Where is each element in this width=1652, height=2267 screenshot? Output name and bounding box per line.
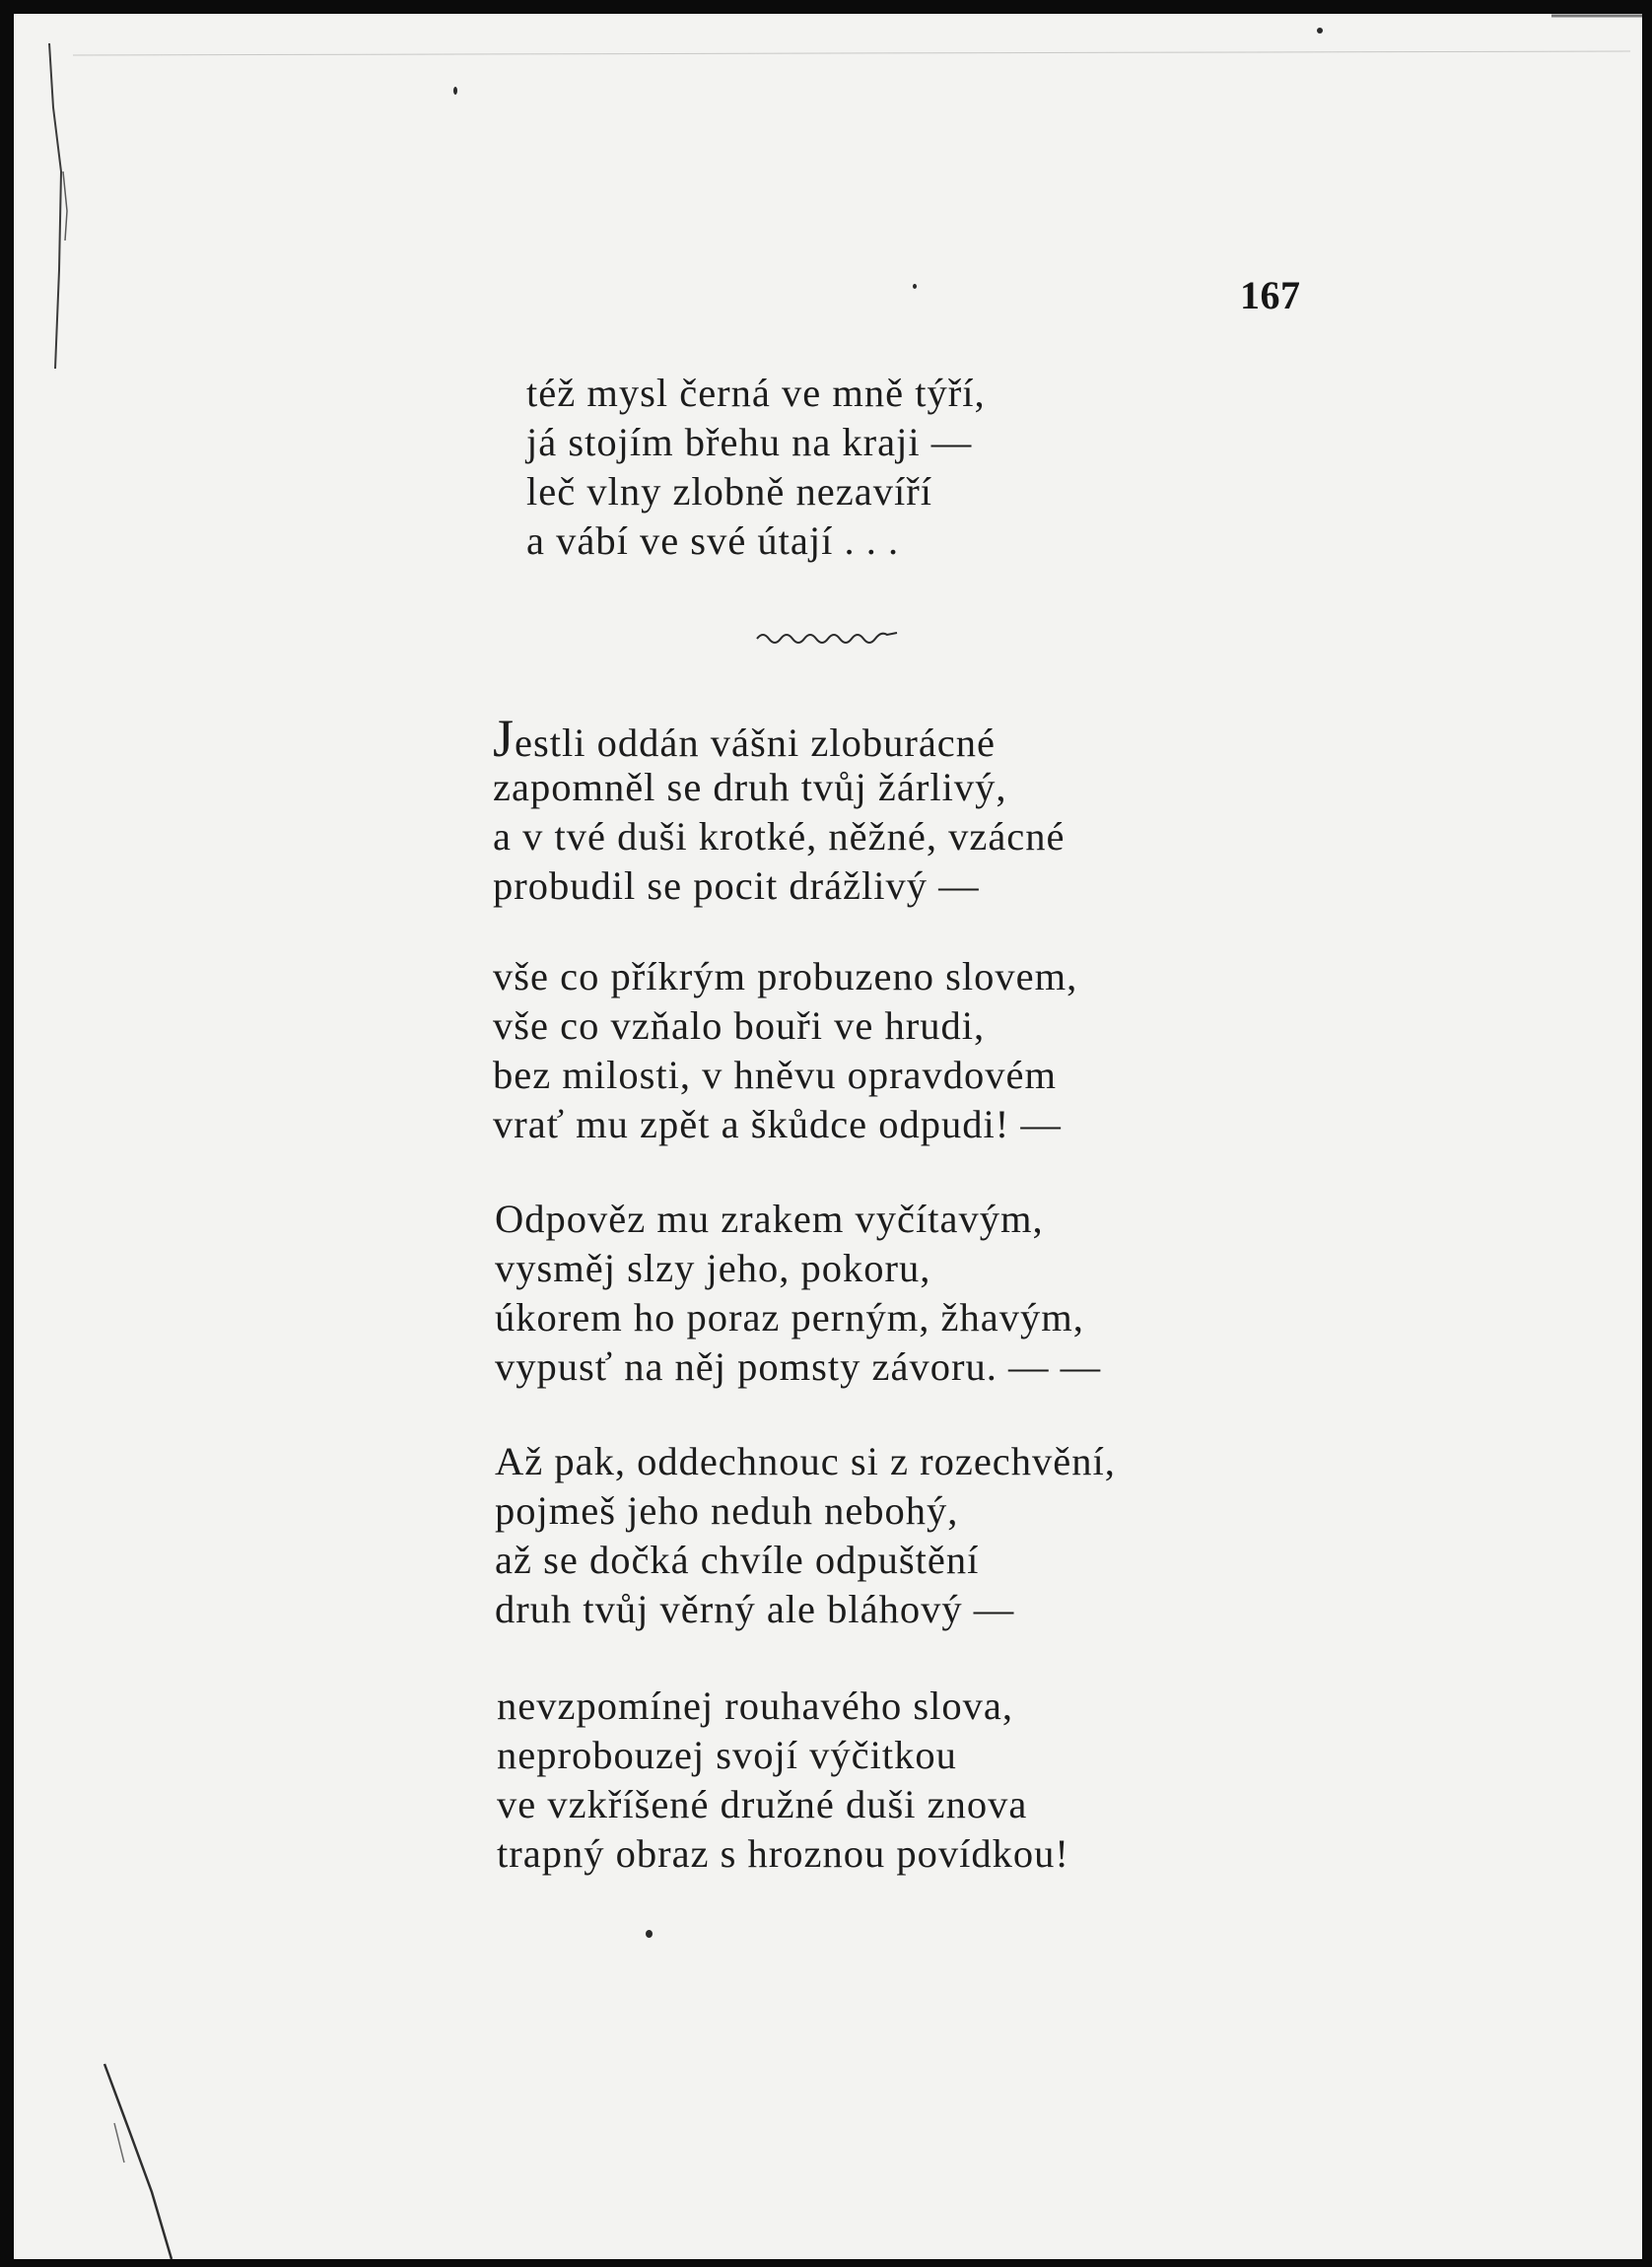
stanza-2 — [493, 709, 1066, 911]
verse-line-text: estli oddán vášni zloburácné — [515, 721, 996, 765]
verse-line: ve vzkříšené družné duši znova — [497, 1782, 1028, 1826]
verse-line: vypusť na něj pomsty závoru. — — — [495, 1344, 1102, 1389]
verse-line: až se dočká chvíle odpuštění — [495, 1538, 980, 1582]
verse-line: nevzpomínej rouhavého slova, — [497, 1683, 1013, 1728]
verse-line: Až pak, oddechnouc si z rozechvění, — [495, 1439, 1116, 1483]
verse-line: trapný obraz s hroznou povídkou! — [497, 1831, 1069, 1876]
stanza-6 — [497, 1682, 1069, 1879]
verse-line: vše co příkrým probuzeno slovem, — [493, 954, 1078, 998]
verse-line: druh tvůj věrný ale bláhový — — [495, 1587, 1015, 1631]
speck-mark — [453, 87, 457, 95]
verse-line: vrať mu zpět a škůdce odpudi! — — [493, 1102, 1062, 1146]
verse-line: leč vlny zlobně nezavíří — [526, 469, 932, 514]
speck-mark — [1317, 28, 1323, 34]
verse-line: zapomněl se druh tvůj žárlivý, — [493, 765, 1007, 809]
verse-line: bez milosti, v hněvu opravdovém — [493, 1053, 1058, 1097]
speck-mark — [646, 1930, 653, 1938]
stanza-5 — [495, 1437, 1116, 1634]
verse-line: též mysl černá ve mně týří, — [526, 371, 986, 415]
book-page — [14, 14, 1642, 2259]
wavy-divider-icon — [755, 625, 903, 649]
verse-line: já stojím břehu na kraji — — [526, 420, 973, 464]
verse-line: úkorem ho poraz perným, žhavým, — [495, 1295, 1084, 1340]
verse-line: neprobouzej svojí výčitkou — [497, 1733, 957, 1777]
verse-line: vše co vzňalo bouři ve hrudi, — [493, 1003, 986, 1048]
page-number: 167 — [1240, 273, 1301, 317]
stanza-4 — [495, 1195, 1101, 1392]
stanza-1 — [526, 369, 986, 566]
verse-line: probudil se pocit drážlivý — — [493, 863, 980, 908]
verse-line: Odpověz mu zrakem vyčítavým, — [495, 1197, 1044, 1241]
verse-line: vysměj slzy jeho, pokoru, — [495, 1246, 931, 1290]
verse-line: a v tvé duši krotké, něžné, vzácné — [493, 814, 1066, 859]
verse-line: pojmeš jeho neduh nebohý, — [495, 1488, 959, 1533]
speck-mark — [913, 284, 917, 289]
stanza-3 — [493, 952, 1077, 1149]
drop-cap: J — [493, 709, 516, 768]
verse-line-with-dropcap — [493, 709, 1066, 768]
verse-line: a vábí ve své útají . . . — [526, 518, 900, 563]
